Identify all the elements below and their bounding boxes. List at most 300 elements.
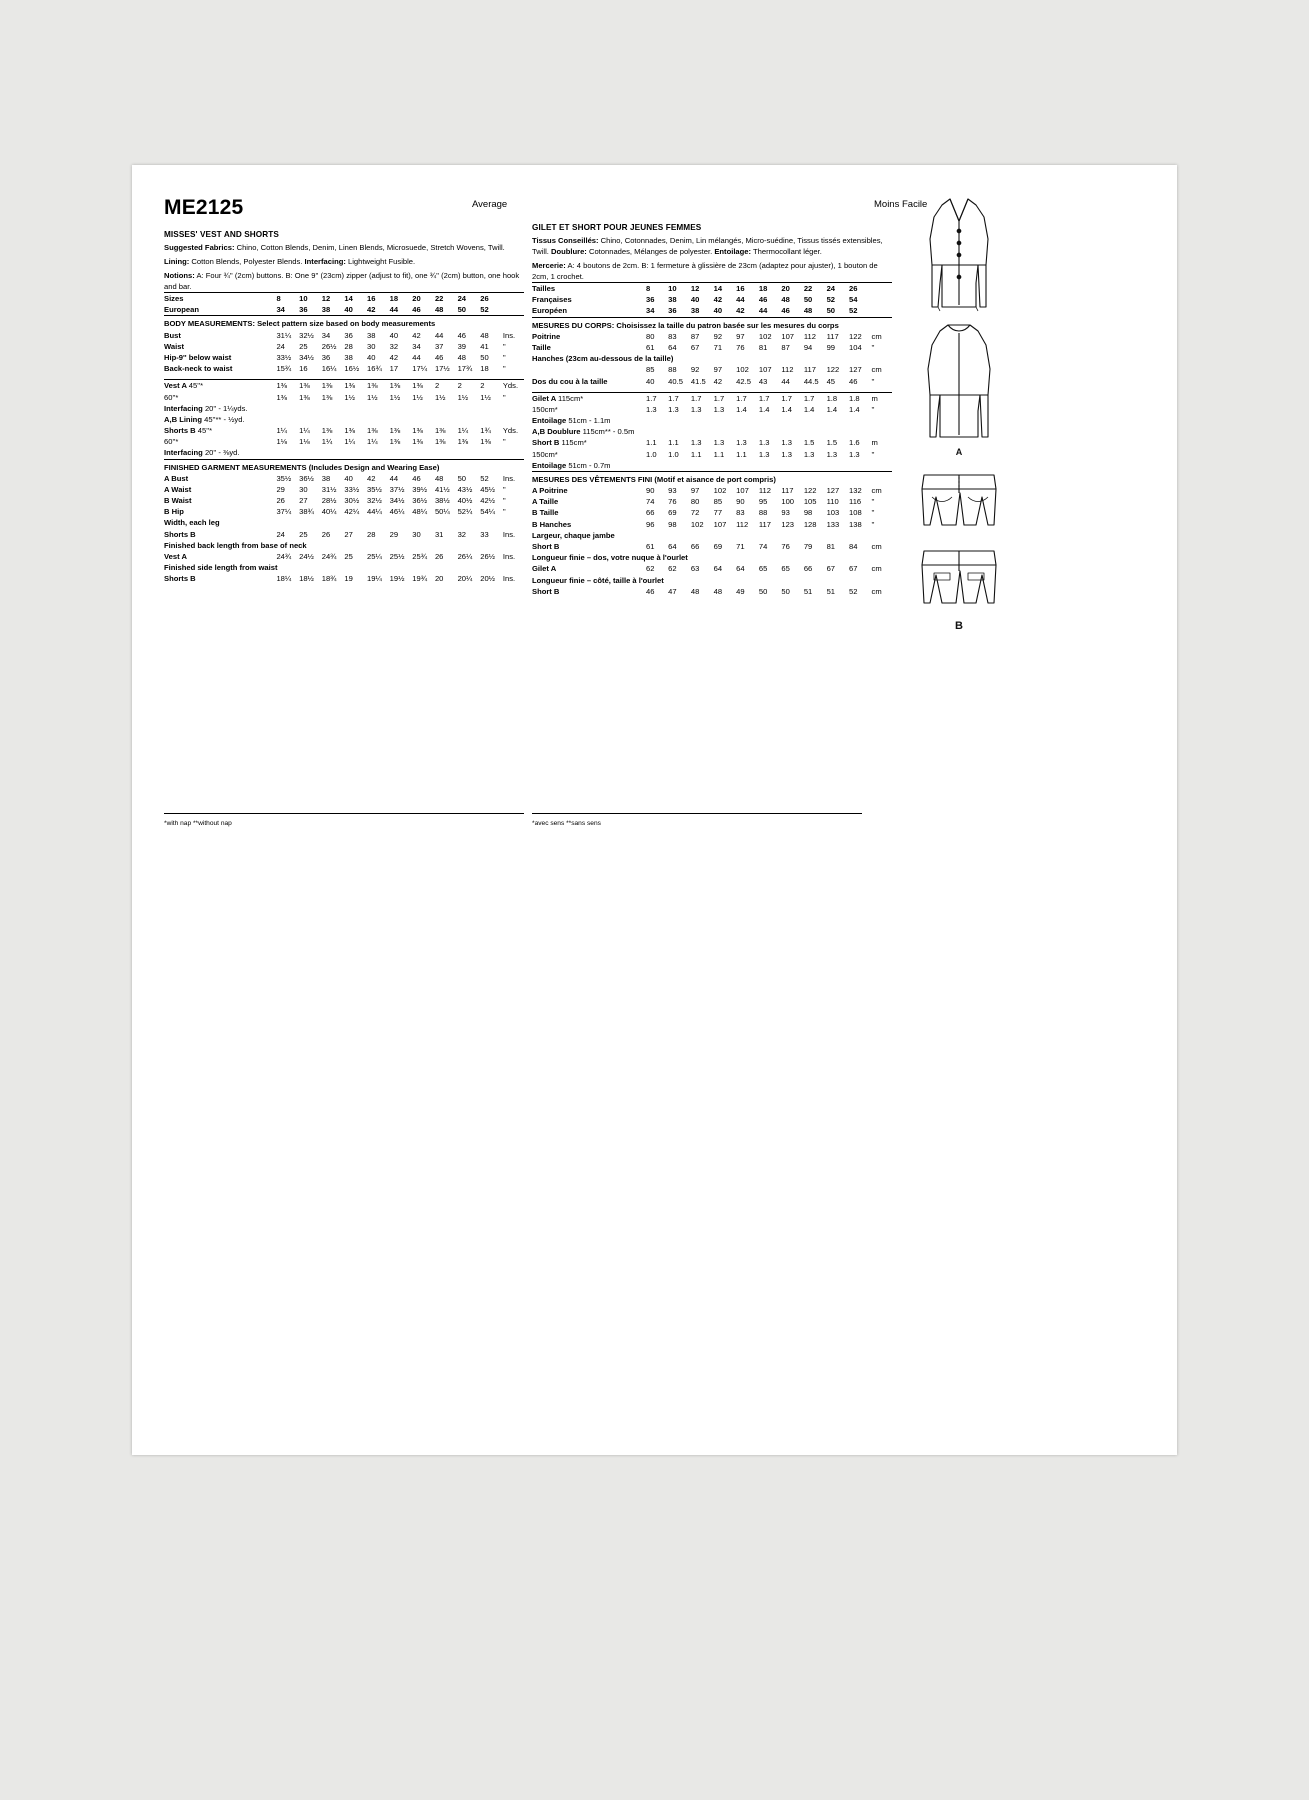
value-cell: 81 [826, 542, 836, 552]
value-cell: 40½ [457, 496, 473, 506]
unit-cell: '' [502, 352, 506, 362]
value-cell: 39 [457, 341, 467, 351]
body-measurements-header-fr: MESURES DU CORPS: Choisissez la taille du patron basée sur les mesures du corps [532, 317, 892, 331]
value-cell: 67 [849, 564, 858, 574]
value-cell: 1½ [367, 392, 378, 402]
value-cell: 20½ [480, 574, 495, 584]
value-cell: 1⅜ [367, 426, 378, 436]
value-cell: 24 [276, 529, 285, 539]
unit-cell: cm [871, 331, 882, 341]
suggested-fabrics-en [164, 242, 524, 253]
francaises-label-fr: Françaises [532, 295, 572, 305]
row-label: Vest A [164, 381, 187, 391]
row-label: Vest A [164, 552, 187, 562]
value-cell: 85 [646, 365, 655, 375]
fabric-width: 20'' - ⅜yd. [204, 448, 240, 458]
value-cell: 1.7 [646, 392, 668, 404]
value-cell: 1⅜ [276, 380, 299, 392]
value-cell: 32½ [367, 496, 382, 506]
row-label [532, 364, 646, 375]
size-cell: 36 [668, 306, 677, 316]
value-cell: 42½ [480, 496, 495, 506]
unit-cell: cm [871, 542, 882, 552]
value-cell: 37 [434, 341, 444, 351]
value-cell: 1⅜ [389, 437, 401, 447]
row-label: A Poitrine [532, 486, 568, 496]
value-cell: 85 [713, 497, 723, 507]
notions-text-en: A: Four ¾'' (2cm) buttons. B: One 9'' (23cm) zipper (adjust to fit), one ¾'' (2cm) button, one hook and bar. [164, 271, 520, 291]
value-cell: 32 [389, 341, 399, 351]
table-row [164, 341, 524, 352]
value-cell: 1.3 [713, 404, 725, 414]
fabric-width: 115cm* [558, 393, 584, 403]
unit-cell: '' [502, 484, 506, 494]
value-cell: 25 [299, 341, 308, 351]
value-cell: 16 [299, 364, 308, 374]
row-label: Shorts B [164, 529, 196, 539]
value-cell: 48 [690, 586, 700, 596]
row-label: Gilet A [532, 393, 556, 403]
footnote-divider-right [532, 813, 862, 814]
value-cell: 127 [826, 486, 840, 496]
value-cell: 17½ [434, 364, 450, 374]
size-cell: 38 [321, 305, 331, 315]
value-cell: 45½ [480, 484, 495, 494]
unit-cell: cm [871, 586, 882, 596]
unit-cell [872, 283, 892, 295]
row-label: Short B [532, 586, 560, 596]
value-cell: 1⅜ [344, 380, 367, 392]
table-row [532, 563, 892, 574]
fabric-width: 150cm* [532, 449, 558, 459]
value-cell: 1⅜ [412, 437, 423, 447]
pattern-envelope-back [132, 165, 1177, 1455]
value-cell: 69 [713, 542, 723, 552]
value-cell: 1⅜ [390, 380, 413, 392]
value-cell: 1¼ [276, 426, 288, 436]
value-cell: 24¾ [276, 552, 292, 562]
size-cell: 40 [713, 306, 723, 316]
table-row [532, 426, 892, 437]
value-cell: 38½ [434, 496, 450, 506]
size-cell: 10 [668, 283, 691, 295]
side-length-label-en: Finished side length from waist [164, 563, 278, 573]
value-cell: 33½ [276, 352, 292, 362]
value-cell: 1.5 [826, 438, 838, 448]
value-cell: 46 [646, 586, 655, 596]
value-cell: 1.1 [690, 449, 702, 459]
value-cell: 80 [646, 331, 655, 341]
value-cell: 1½ [480, 392, 491, 402]
table-row [532, 552, 892, 563]
unit-cell: cm [871, 486, 882, 496]
value-cell: 48 [713, 586, 723, 596]
unit-cell: Ins. [502, 529, 516, 539]
value-cell: 76 [736, 342, 745, 352]
table-row [532, 283, 892, 295]
size-cell: 54 [849, 295, 858, 305]
table-row [532, 404, 892, 415]
value-cell: 16¾ [367, 364, 382, 374]
value-cell: 63 [690, 564, 700, 574]
value-cell: 28½ [321, 496, 337, 506]
value-cell: 41½ [434, 484, 450, 494]
size-cell: 40 [690, 295, 700, 305]
suggested-fabrics-label-en: Suggested Fabrics: [164, 243, 235, 252]
value-cell: 47 [668, 586, 677, 596]
table-row [532, 519, 892, 530]
size-cell: 52 [826, 295, 836, 305]
table-row [164, 403, 524, 414]
value-cell: 72 [690, 508, 700, 518]
unit-cell: '' [871, 404, 875, 414]
unit-cell [503, 293, 524, 305]
value-cell: 1.3 [646, 404, 657, 414]
value-cell: 28 [367, 529, 376, 539]
table-row [532, 485, 892, 496]
value-cell: 1.3 [849, 449, 860, 459]
value-cell: 1.3 [736, 438, 747, 448]
value-cell: 100 [781, 497, 795, 507]
value-cell: 46 [434, 352, 444, 362]
row-label: A Waist [164, 484, 192, 494]
unit-cell: '' [871, 508, 875, 518]
value-cell: 112 [736, 519, 749, 529]
table-row [164, 529, 524, 540]
value-cell: 18½ [299, 574, 314, 584]
unit-cell: '' [871, 449, 875, 459]
value-cell: 40.5 [668, 376, 683, 386]
fabric-width: 150cm* [532, 404, 558, 414]
value-cell: 19¼ [367, 574, 382, 584]
value-cell: 17¾ [457, 364, 473, 374]
value-cell: 1⅜ [321, 392, 333, 402]
value-cell: 34½ [389, 496, 405, 506]
unit-cell: '' [502, 341, 506, 351]
value-cell: 40¼ [321, 507, 337, 517]
value-cell: 1.8 [827, 392, 849, 404]
value-cell: 123 [781, 519, 795, 529]
table-row [164, 316, 524, 330]
europeen-label-fr: Européen [532, 306, 568, 316]
value-cell: 67 [690, 342, 700, 352]
value-cell: 20¼ [457, 574, 473, 584]
size-cell: 48 [434, 305, 444, 315]
value-cell: 1.3 [781, 438, 792, 448]
value-cell: 110 [826, 497, 839, 507]
value-cell: 36 [321, 352, 331, 362]
notions-label-en: Notions: [164, 271, 195, 280]
table-row [532, 294, 892, 305]
value-cell: 38 [344, 352, 353, 362]
value-cell: 46 [457, 330, 467, 340]
value-cell: 43 [758, 376, 768, 386]
value-cell: 117 [803, 365, 816, 375]
value-cell: 40 [646, 376, 655, 386]
value-cell: 107 [758, 365, 772, 375]
value-cell: 74 [758, 542, 768, 552]
table-row [532, 364, 892, 375]
fabric-width: 45''* [197, 426, 213, 436]
fabric-width: 51cm - 1.1m [568, 416, 611, 426]
size-cell: 20 [412, 293, 435, 305]
table-row [532, 331, 892, 342]
value-cell: 64 [736, 564, 745, 574]
unit-cell: '' [502, 437, 506, 447]
unit-cell: Yds. [503, 380, 524, 392]
value-cell: 19 [344, 574, 353, 584]
value-cell: 83 [668, 331, 677, 341]
size-cell: 48 [803, 306, 813, 316]
size-cell: 26 [480, 293, 503, 305]
value-cell: 1⅜ [367, 380, 390, 392]
value-cell: 1.3 [826, 449, 838, 459]
value-cell: 71 [736, 542, 745, 552]
value-cell: 26 [321, 529, 331, 539]
value-cell: 46 [412, 473, 421, 483]
size-cell: 34 [276, 305, 285, 315]
value-cell: 76 [781, 542, 790, 552]
size-cell: 44 [389, 305, 399, 315]
value-cell: 1.4 [826, 404, 838, 414]
value-cell: 1½ [389, 392, 401, 402]
value-cell: 2 [458, 380, 481, 392]
value-cell: 122 [803, 486, 817, 496]
table-row [164, 573, 524, 584]
value-cell: 98 [803, 508, 813, 518]
row-label: Interfacing [164, 448, 203, 458]
value-cell: 18¼ [276, 574, 292, 584]
value-cell: 19½ [389, 574, 405, 584]
value-cell: 44.5 [803, 376, 819, 386]
value-cell: 44 [412, 352, 421, 362]
value-cell: 30 [299, 484, 308, 494]
lining-label-en: Lining: [164, 257, 190, 266]
size-cell: 50 [826, 306, 836, 316]
size-cell: 48 [781, 295, 790, 305]
unit-cell [872, 294, 892, 305]
value-cell: 1⅜ [299, 380, 322, 392]
mercerie-label-fr: Mercerie: [532, 261, 566, 270]
value-cell: 62 [646, 564, 655, 574]
value-cell: 1¼ [344, 437, 355, 447]
value-cell: 1.3 [758, 449, 770, 459]
english-column [164, 197, 524, 585]
value-cell: 17¼ [412, 364, 428, 374]
row-label: Entoilage [532, 416, 567, 426]
value-cell: 1.7 [804, 392, 827, 404]
fabric-width: 45''** - ½yd. [204, 414, 245, 424]
footnote-fr: *avec sens **sans sens [532, 820, 601, 827]
value-cell: 1.0 [668, 449, 679, 459]
tissus-text-fr: Chino, Cotonnades, Denim, Lin mélangés, Micro-suédine, Tissus tissés extensibles, Twill. [532, 236, 883, 256]
sizes-label-en: Sizes [164, 293, 276, 305]
table-row [532, 530, 892, 541]
doublure-text-fr: Cotonnades, Mélanges de polyester. [586, 247, 715, 256]
value-cell: 127 [849, 365, 862, 375]
value-cell: 65 [758, 564, 768, 574]
value-cell: 1⅜ [412, 426, 423, 436]
table-row [532, 575, 892, 586]
table-row [164, 551, 524, 562]
size-cell: 46 [758, 295, 768, 305]
row-label: Back-neck to waist [164, 364, 233, 374]
value-cell: 1½ [344, 392, 355, 402]
value-cell: 93 [781, 508, 790, 518]
value-cell: 1⅜ [389, 426, 401, 436]
table-row [164, 484, 524, 495]
row-label: Bust [164, 330, 181, 340]
table-row [164, 473, 524, 484]
row-label: Short B [532, 438, 560, 448]
value-cell: 107 [736, 486, 749, 496]
value-cell: 61 [646, 542, 655, 552]
value-cell: 30 [412, 529, 421, 539]
value-cell: 27 [299, 496, 308, 506]
footnote-divider-left [164, 813, 524, 814]
row-label: A,B Lining [164, 414, 202, 424]
unit-cell: '' [502, 392, 506, 402]
fabric-width: 20'' - 1¼yds. [204, 403, 248, 413]
value-cell: 26½ [480, 552, 495, 562]
unit-cell: '' [871, 342, 875, 352]
value-cell: 1.1 [646, 438, 657, 448]
difficulty-fr: Moins Facile [874, 199, 928, 210]
row-label: A Bust [164, 473, 189, 483]
unit-cell: Ins. [502, 574, 516, 584]
fabric-width: 60''* [164, 392, 179, 402]
value-cell: 1⅜ [457, 437, 469, 447]
value-cell: 1⅜ [434, 426, 446, 436]
value-cell: 128 [803, 519, 817, 529]
value-cell: 33½ [344, 484, 360, 494]
size-cell: 50 [457, 305, 467, 315]
value-cell: 83 [736, 508, 745, 518]
row-label: B Waist [164, 496, 192, 506]
value-cell: 30½ [344, 496, 360, 506]
value-cell: 32½ [299, 330, 314, 340]
table-row [164, 391, 524, 402]
table-row [164, 414, 524, 425]
size-cell: 38 [690, 306, 700, 316]
value-cell: 1.3 [668, 404, 679, 414]
size-cell: 16 [367, 293, 390, 305]
unit-cell: cm [871, 564, 882, 574]
unit-cell: Ins. [502, 473, 516, 483]
value-cell: 64 [668, 342, 677, 352]
value-cell: 1.1 [668, 438, 679, 448]
fabric-width: 51cm - 0.7m [568, 460, 611, 470]
size-cell: 52 [480, 305, 489, 315]
value-cell: 52 [480, 473, 489, 483]
value-cell: 66 [803, 564, 813, 574]
value-cell: 97 [690, 486, 700, 496]
value-cell: 138 [849, 519, 862, 529]
value-cell: 1.6 [849, 438, 860, 448]
value-cell: 104 [849, 342, 862, 352]
value-cell: 107 [713, 519, 727, 529]
value-cell: 36 [344, 330, 353, 340]
value-cell: 1.4 [803, 404, 815, 414]
size-cell: 36 [646, 295, 655, 305]
value-cell: 88 [668, 365, 677, 375]
value-cell: 49 [736, 586, 745, 596]
difficulty-en: Average [472, 199, 508, 210]
value-cell: 24½ [299, 552, 314, 562]
row-label: Poitrine [532, 331, 561, 341]
value-cell: 87 [781, 342, 790, 352]
value-cell: 97 [736, 331, 745, 341]
value-cell: 52¼ [457, 507, 473, 517]
row-label: B Hip [164, 507, 184, 517]
size-cell: 16 [736, 283, 759, 295]
suggested-fabrics-text-en: Chino, Cotton Blends, Denim, Linen Blends, Microsuede, Stretch Wovens, Twill. [234, 243, 505, 252]
value-cell: 24 [276, 341, 285, 351]
value-cell: 24¾ [321, 552, 337, 562]
value-cell: 38¾ [299, 507, 314, 517]
unit-cell: '' [502, 507, 506, 517]
unit-cell: Yds. [502, 426, 519, 436]
vest-a-front-drawing [930, 199, 988, 311]
table-row [164, 425, 524, 436]
unit-cell: Ins. [502, 330, 516, 340]
value-cell: 38 [367, 330, 376, 340]
value-cell: 15¾ [276, 364, 292, 374]
value-cell: 50 [758, 586, 768, 596]
value-cell: 37¼ [276, 507, 292, 517]
garment-title-en: MISSES' VEST AND SHORTS [164, 230, 279, 239]
value-cell: 1.3 [713, 438, 725, 448]
table-row [164, 304, 524, 316]
table-row [532, 471, 892, 485]
value-cell: 66 [646, 508, 655, 518]
value-cell: 54¼ [480, 507, 495, 517]
value-cell: 41 [480, 341, 489, 351]
table-row [164, 562, 524, 573]
table-row [532, 449, 892, 460]
value-cell: 112 [781, 365, 794, 375]
width-each-leg-label-fr: Largeur, chaque jambe [532, 530, 615, 540]
table-row [164, 459, 524, 473]
value-cell: 66 [690, 542, 700, 552]
value-cell: 94 [803, 342, 813, 352]
tissus-label-fr: Tissus Conseillés: [532, 236, 599, 245]
value-cell: 1.3 [690, 404, 702, 414]
value-cell: 25¾ [412, 552, 428, 562]
size-cell: 8 [646, 283, 668, 295]
value-cell: 44 [434, 330, 444, 340]
value-cell: 102 [690, 519, 704, 529]
doublure-label-fr: Doublure: [550, 247, 587, 256]
interfacing-label-en: Interfacing: [304, 257, 346, 266]
unit-cell: m [872, 392, 892, 404]
size-cell: 14 [344, 293, 367, 305]
value-cell: 20 [434, 574, 444, 584]
value-cell: 41.5 [690, 376, 706, 386]
width-each-leg-label-en: Width, each leg [164, 518, 220, 528]
value-cell: 31½ [321, 484, 337, 494]
value-cell: 67 [826, 564, 836, 574]
unit-cell: Ins. [502, 552, 516, 562]
value-cell: 1.7 [781, 392, 803, 404]
value-cell: 30 [367, 341, 376, 351]
value-cell: 1⅜ [299, 392, 310, 402]
size-cell: 24 [458, 293, 481, 305]
value-cell: 52 [849, 586, 858, 596]
table-row [532, 437, 892, 448]
value-cell: 108 [849, 508, 862, 518]
table-row [532, 586, 892, 597]
